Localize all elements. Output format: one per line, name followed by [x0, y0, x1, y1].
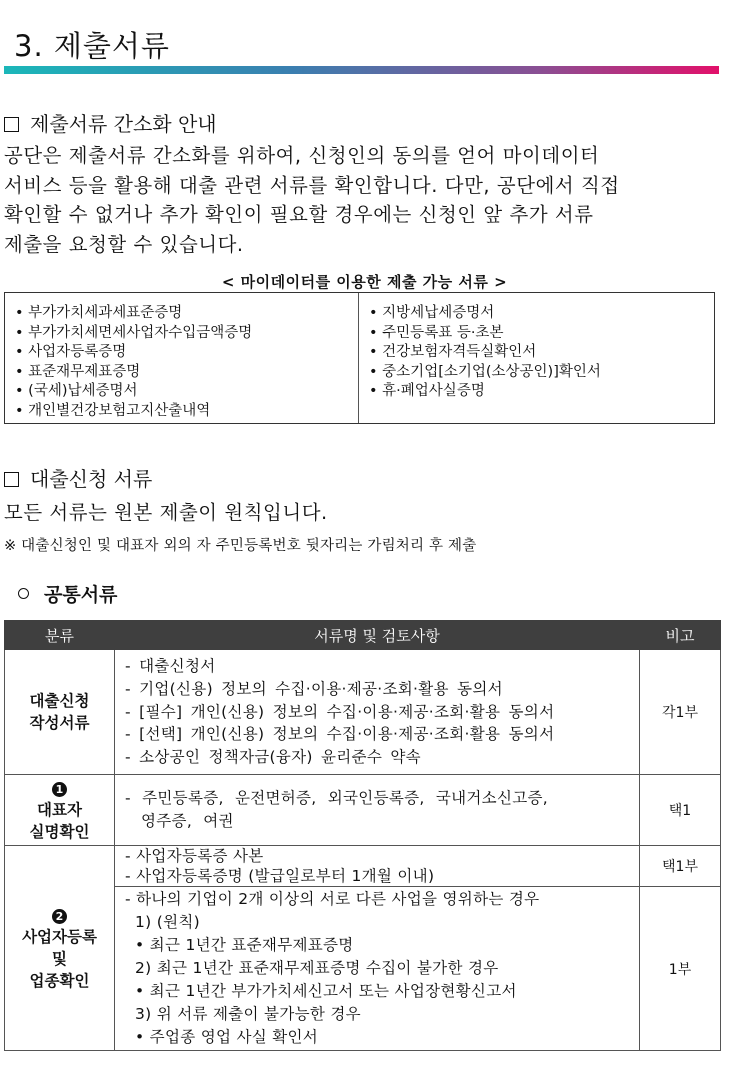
remarks-cell: 각1부 [640, 650, 721, 775]
document-item: - 하나의 기업이 2개 이상의 서로 다른 사업을 영위하는 경우 [125, 888, 639, 911]
document-item: - 대출신청서 [125, 655, 639, 678]
document-subitem: 3) 위 서류 제출이 불가능한 경우 [135, 1005, 361, 1023]
square-bullet-icon [4, 117, 19, 132]
document-item: - 주민등록증, 운전면허증, 외국인등록증, 국내거소신고증, [125, 787, 639, 810]
document-item: - 사업자등록증명 (발급일로부터 1개월 이내) [125, 866, 639, 886]
paragraph-line: 공단은 제출서류 간소화를 위하여, 신청인의 동의를 얻어 마이데이터 [4, 144, 600, 167]
paragraph-line: 제출을 요청할 수 있습니다. [4, 232, 244, 256]
mydata-item: • 부가가치세면세사업자수입금액증명 [15, 324, 358, 344]
remarks-cell: 1부 [640, 887, 721, 1051]
category-cell [5, 846, 115, 1051]
circle-bullet-icon [18, 588, 29, 599]
category-label: 및 [52, 950, 67, 968]
category-label: 대표자 [37, 801, 82, 819]
document-item: - [필수] 개인(신용) 정보의 수집·이용·제공·조회·활용 동의서 [125, 701, 639, 724]
masking-note: ※ 대출신청인 및 대표자 외의 자 주민등록번호 뒷자리는 가림처리 후 제출 [4, 538, 477, 554]
documents-cell [115, 887, 640, 1051]
table-row [5, 775, 721, 846]
mydata-item: • 주민등록표 등·초본 [369, 324, 714, 344]
common-docs-heading [18, 580, 117, 607]
document-item: - 소상공인 정책자금(융자) 윤리준수 약속 [125, 746, 639, 769]
table-header-row [5, 621, 721, 650]
document-subitem: 2) 최근 1년간 표준재무제표증명 수집이 불가한 경우 [135, 959, 499, 977]
mydata-item: • 사업자등록증명 [15, 343, 358, 363]
document-item: - 사업자등록증 사본 [125, 846, 639, 866]
mydata-item: • 건강보험자격득실확인서 [369, 343, 714, 363]
section-heading-simplification [4, 108, 217, 137]
remarks-cell: 택1 [640, 775, 721, 846]
mydata-item: • 지방세납세증명서 [369, 304, 714, 324]
table-row [5, 846, 721, 887]
mydata-item: • 개인별건강보험고지산출내역 [15, 402, 358, 422]
mydata-item: • 중소기업[소기업(소상공인)]확인서 [369, 363, 714, 383]
number-one-icon: 1 [52, 782, 67, 797]
documents-cell [115, 650, 640, 775]
table-row [5, 650, 721, 775]
category-label: 실명확인 [29, 823, 90, 841]
document-subitem: • 최근 1년간 표준재무제표증명 [135, 936, 354, 954]
simplification-paragraph [4, 141, 717, 259]
document-item: - 기업(신용) 정보의 수집·이용·제공·조회·활용 동의서 [125, 678, 639, 701]
original-docs-paragraph: 모든 서류는 원본 제출이 원칙입니다. [4, 501, 328, 524]
category-cell [5, 650, 115, 775]
documents-cell [115, 775, 640, 846]
document-subitem: 1) (원칙) [135, 913, 200, 931]
section-heading-loan-docs [4, 463, 152, 492]
header-documents: 서류명 및 검토사항 [115, 621, 640, 650]
category-label: 대출신청 [29, 692, 90, 710]
mydata-document-box [4, 292, 715, 424]
title-gradient-bar [4, 66, 719, 74]
page-title: 3. 제출서류 [14, 29, 170, 63]
mydata-item: • 부가가치세과세표준증명 [15, 304, 358, 324]
header-category: 분류 [5, 621, 115, 650]
document-subitem: • 최근 1년간 부가가치세신고서 또는 사업장현황신고서 [135, 982, 517, 1000]
section-heading-text: 대출신청 서류 [30, 467, 153, 491]
category-cell [5, 775, 115, 846]
document-subitem: • 주업종 영업 사실 확인서 [135, 1028, 319, 1046]
number-two-icon: 2 [52, 909, 67, 924]
common-documents-table [4, 620, 721, 1051]
header-remarks: 비고 [640, 621, 721, 650]
mydata-item: • 표준재무제표증명 [15, 363, 358, 383]
mydata-caption: < 마이데이터를 이용한 제출 가능 서류 > [221, 273, 508, 291]
mydata-right-column [359, 293, 714, 423]
mydata-left-column [5, 293, 359, 423]
paragraph-line: 확인할 수 없거나 추가 확인이 필요할 경우에는 신청인 앞 추가 서류 [4, 203, 594, 226]
category-label: 업종확인 [29, 972, 90, 990]
document-item: - [선택] 개인(신용) 정보의 수집·이용·제공·조회·활용 동의서 [125, 723, 639, 746]
documents-cell [115, 846, 640, 887]
mydata-item: • 휴·폐업사실증명 [369, 382, 714, 402]
paragraph-line: 서비스 등을 활용해 대출 관련 서류를 확인합니다. 다만, 공단에서 직접 [4, 173, 620, 197]
mydata-item: • (국세)납세증명서 [15, 382, 358, 402]
category-label: 사업자등록 [22, 928, 97, 946]
remarks-cell: 택1부 [640, 846, 721, 887]
square-bullet-icon [4, 472, 19, 487]
common-docs-heading-text: 공통서류 [44, 584, 118, 606]
category-label: 작성서류 [29, 714, 90, 732]
section-heading-text: 제출서류 간소화 안내 [30, 112, 217, 136]
document-item: 영주증, 여권 [141, 812, 234, 830]
